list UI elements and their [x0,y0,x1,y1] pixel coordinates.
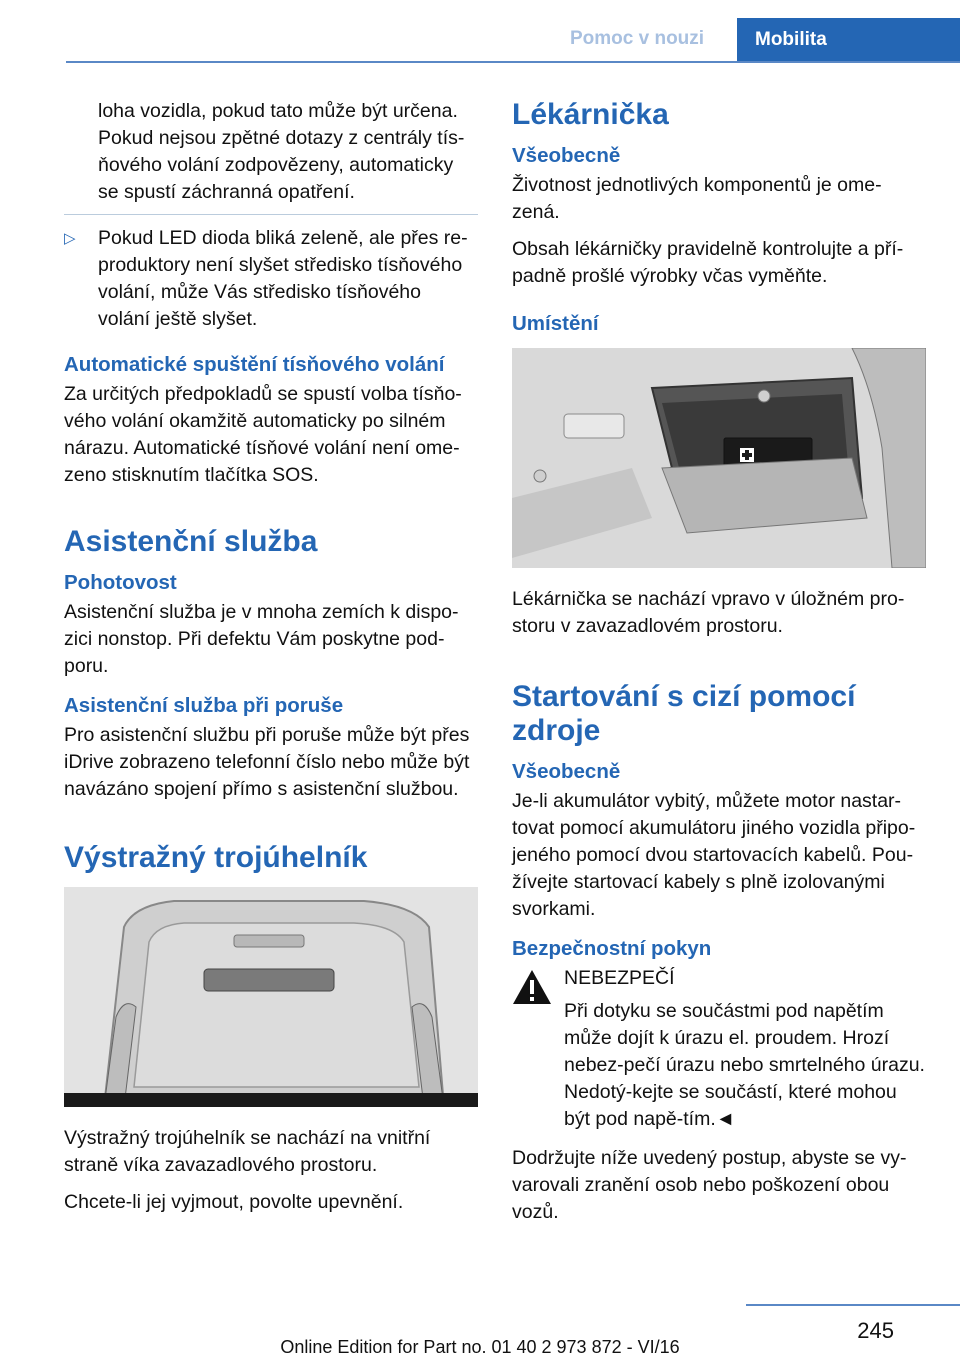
warning-text: Při dotyku se součástmi pod napětím může dojít k úrazu el. proudem. Hrozí nebez-pečí úrazu nebo smrtelného úrazu. Nedotý-kejte se součástí, které mohou být pod napě-tím.◄ [564,1000,925,1130]
section-tab-mobility[interactable]: Mobilita [737,18,960,62]
caption-warning-triangle: Výstražný trojúhelník se nachází na vnitřní straně víka zavazadlového prostoru. [64,1127,431,1176]
heading-automatic-call: Automatické spuštění tísňového volání [64,353,445,376]
paragraph-jump-start: Je-li akumulátor vybitý, můžete motor nastar-tovat pomocí akumulátoru jiného vozidla připo-jeného pomocí dvou startovacích kabelů. Pou-žívejte startovací kabely s plně izolovanými svorkami. [512,790,916,920]
caption-first-aid-kit: Lékárnička se nachází vpravo v úložném pro-storu v zavazadlovém prostoru. [512,588,905,637]
heading-general-jump: Všeobecně [512,760,621,783]
heading-safety-note: Bezpečnostní pokyn [512,937,712,960]
heading-availability: Pohotovost [64,571,177,594]
paragraph-remove-triangle: Chcete-li jej vyjmout, povolte upevnění. [64,1191,404,1213]
section-tab-emergency[interactable]: Pomoc v nouzi [570,28,705,49]
paragraph-availability: Asistenční služba je v mnoha zemích k dispo-zici nonstop. Při defektu Vám poskytne pod-poru. [64,601,459,677]
paragraph-breakdown-assistance: Pro asistenční službu při poruše může být přes iDrive zobrazeno telefonní číslo nebo může být navázáno spojení přímo s asistenční službou. [64,724,470,800]
heading-assistance: Asistenční služba [64,525,318,558]
page-header [0,0,960,62]
heading-first-aid-kit: Lékárnička [512,98,669,131]
paragraph-kit-lifetime: Životnost jednotlivých komponentů je ome-zená. [512,174,882,223]
header-rule [66,61,960,63]
paragraph-follow-procedure: Dodržujte níže uvedený postup, abyste se vy-varovali zranění osob nebo poškození obou vozů. [512,1147,907,1223]
left-column [64,98,478,1226]
heading-warning-triangle: Výstražný trojúhelník [64,841,368,874]
heading-general-kit: Všeobecně [512,144,621,167]
trunk-lid-photo [64,887,478,1107]
page-number: 245 [857,1318,894,1343]
danger-warning [512,965,926,1133]
paragraph-automatic-call: Za určitých předpokladů se spustí volba tísňo-vého volání okamžitě automaticky po silném nárazu. Automatické tísňové volání není ome-zeno stisknutím tlačítka SOS. [64,383,462,486]
footer-rule [746,1304,960,1306]
bullet-separator [64,214,478,215]
heading-breakdown-assistance: Asistenční služba při poruše [64,694,344,717]
bullet-item: ▷ Pokud LED dioda bliká zeleně, ale přes re-produktory není slyšet středisko tísňového volání, může Vás středisko tísňového volání ještě slyšet. [64,227,468,330]
right-column [512,98,926,1236]
heading-location: Umístění [512,312,599,335]
first-aid-kit-photo [512,348,926,568]
warning-title: NEBEZPEČÍ [564,967,675,989]
edition-footer: Online Edition for Part no. 01 40 2 973 872 - VI/16 [280,1337,680,1357]
warning-triangle-icon [512,969,552,1005]
bullet-triangle-icon: ▷ [64,230,76,247]
heading-jump-start: Startování s cizí pomocí zdroje [512,680,856,747]
paragraph-kit-check: Obsah lékárničky pravidelně kontrolujte a pří-padně prošlé výrobky včas vyměňte. [512,238,904,287]
continued-bullet-text: loha vozidla, pokud tato může být určena. Pokud nejsou zpětné dotazy z centrály tís-ňového volání zodpovězeny, automaticky se spustí záchranná opatření. [98,100,465,203]
